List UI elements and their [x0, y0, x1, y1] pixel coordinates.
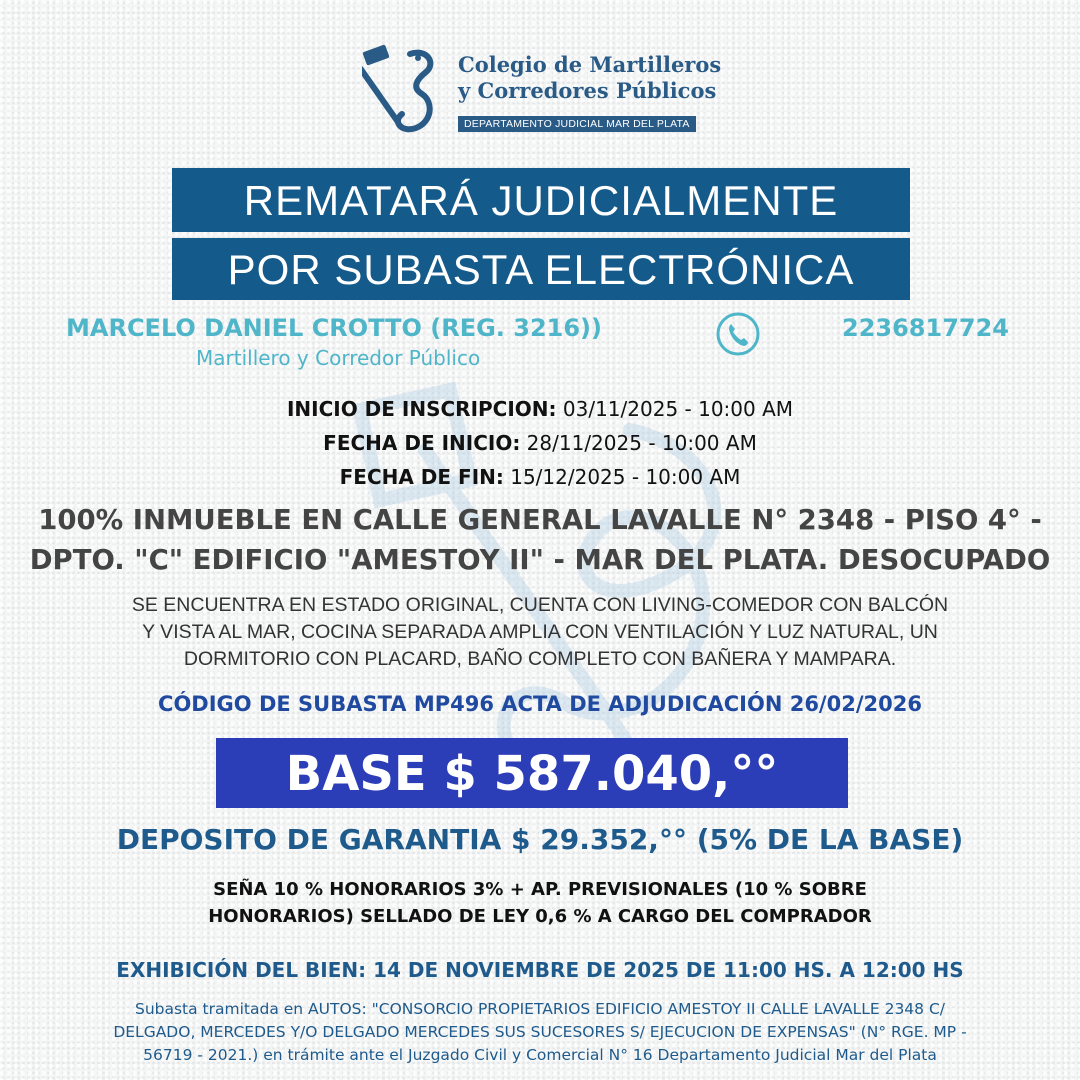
- registration-value: 03/11/2025 - 10:00 AM: [556, 397, 794, 421]
- description-line1: SE ENCUENTRA EN ESTADO ORIGINAL, CUENTA CON LIVING-COMEDOR CON BALCÓN: [131, 594, 949, 616]
- property-heading: [0, 500, 1080, 580]
- banner-line1: REMATARÁ JUDICIALMENTE: [172, 168, 910, 232]
- gavel-seahorse-icon: [362, 42, 454, 137]
- phone-number[interactable]: 2236817724: [842, 314, 1009, 342]
- description-line2: Y VISTA AL MAR, COCINA SEPARADA AMPLIA CON VENTILACIÓN Y LUZ NATURAL, UN: [142, 621, 938, 643]
- fees-line2: HONORARIOS) SELLADO DE LEY 0,6 % A CARGO DEL COMPRADOR: [208, 906, 872, 927]
- legal-notice: [0, 998, 1080, 1067]
- auction-dates: [0, 392, 1080, 494]
- college-name-line2: y Corredores Públicos: [458, 78, 717, 103]
- auctioneer-role: Martillero y Corredor Público: [196, 346, 481, 370]
- legal-line1: Subasta tramitada en AUTOS: "CONSORCIO PROPIETARIOS EDIFICIO AMESTOY II CALLE LAVALLE 2348 C/: [134, 1000, 946, 1018]
- property-description: [0, 592, 1080, 673]
- department-label: DEPARTAMENTO JUDICIAL MAR DEL PLATA: [458, 116, 696, 132]
- college-name-line1: Colegio de Martilleros: [458, 52, 722, 77]
- phone-icon[interactable]: [715, 311, 761, 357]
- end-row: [0, 460, 1080, 494]
- banner-line2: POR SUBASTA ELECTRÓNICA: [172, 238, 910, 300]
- college-logo: [362, 42, 722, 137]
- auctioneer-name: MARCELO DANIEL CROTTO (REG. 3216)): [66, 314, 602, 342]
- registration-row: [0, 392, 1080, 426]
- legal-line2: DELGADO, MERCEDES Y/O DELGADO MERCEDES SUS SUCESORES S/ EJECUCION DE EXPENSAS" (N° RGE. MP -: [113, 1023, 967, 1041]
- property-heading-line1: 100% INMUEBLE EN CALLE GENERAL LAVALLE N° 2348 - PISO 4° -: [38, 504, 1042, 536]
- legal-line3: 56719 - 2021.) en trámite ante el Juzgado Civil y Comercial N° 16 Departamento Judicial Mar del Plata: [143, 1046, 937, 1064]
- start-label: FECHA DE INICIO:: [323, 431, 521, 455]
- end-value: 15/12/2025 - 10:00 AM: [503, 465, 741, 489]
- start-value: 28/11/2025 - 10:00 AM: [520, 431, 757, 455]
- registration-label: INICIO DE INSCRIPCION:: [286, 397, 557, 421]
- fees-info: [0, 876, 1080, 930]
- description-line3: DORMITORIO CON PLACARD, BAÑO COMPLETO CON BAÑERA Y MAMPARA.: [183, 648, 897, 670]
- fees-line1: SEÑA 10 % HONORARIOS 3% + AP. PREVISIONALES (10 % SOBRE: [213, 879, 867, 900]
- base-price: BASE $ 587.040,°°: [216, 738, 848, 808]
- end-label: FECHA DE FIN:: [339, 465, 504, 489]
- exhibition-info: EXHIBICIÓN DEL BIEN: 14 DE NOVIEMBRE DE 2025 DE 11:00 HS. A 12:00 HS: [116, 958, 964, 982]
- start-row: [0, 426, 1080, 460]
- college-name: [458, 52, 721, 104]
- guarantee-deposit: DEPOSITO DE GARANTIA $ 29.352,°° (5% DE LA BASE): [116, 823, 964, 856]
- property-heading-line2: DPTO. "C" EDIFICIO "AMESTOY II" - MAR DEL PLATA. DESOCUPADO: [29, 544, 1051, 576]
- auction-code: CÓDIGO DE SUBASTA MP496 ACTA DE ADJUDICACIÓN 26/02/2026: [158, 692, 922, 716]
